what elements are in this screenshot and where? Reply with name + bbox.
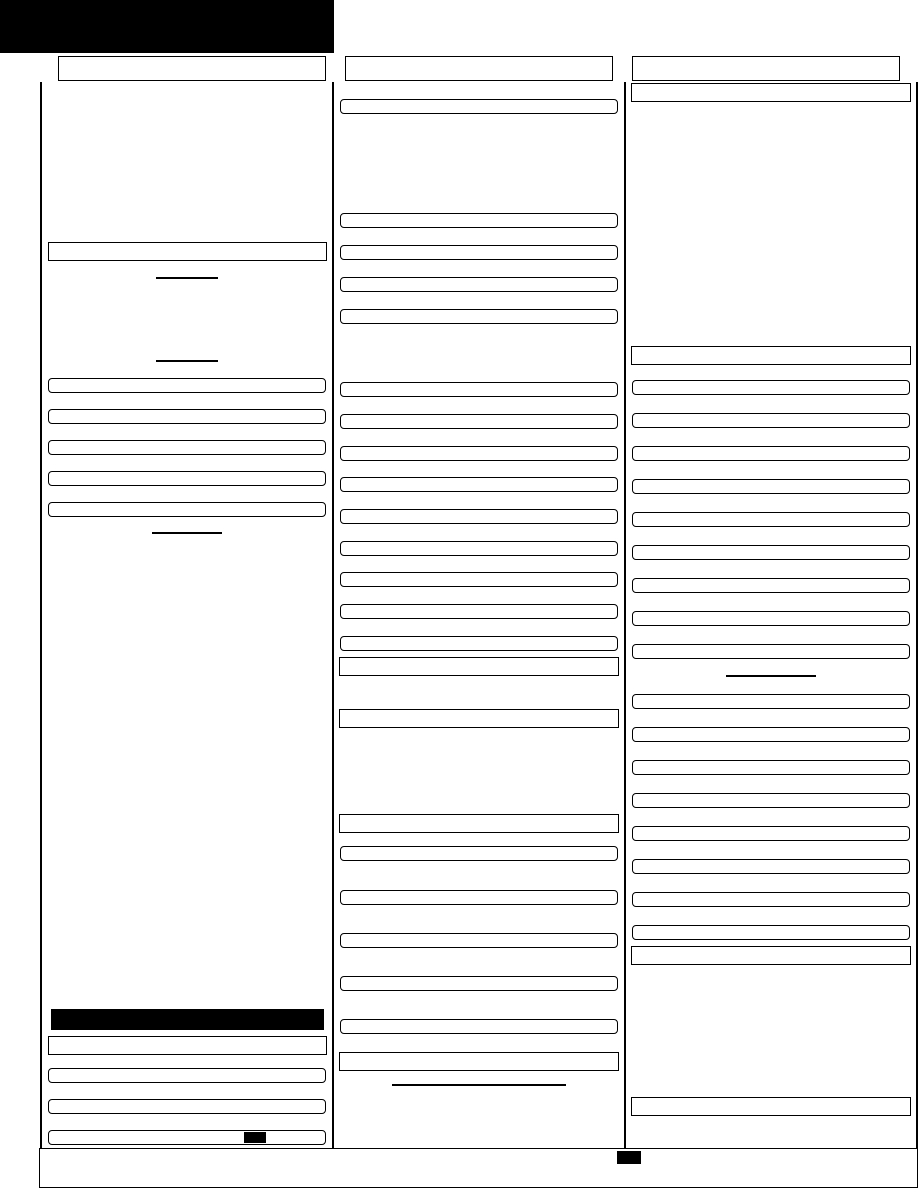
underline-rule: [156, 277, 218, 279]
form-field[interactable]: [340, 509, 618, 524]
form-field[interactable]: [632, 925, 910, 940]
underline-rule: [392, 1084, 566, 1086]
form-field[interactable]: [632, 611, 910, 626]
form-field[interactable]: [632, 512, 910, 527]
underline-rule: [152, 532, 222, 534]
form-field[interactable]: [632, 727, 910, 742]
form-field[interactable]: [48, 409, 326, 424]
underline-rule: [156, 360, 218, 362]
column-3-heading: [632, 56, 900, 81]
filled-box: [617, 1151, 641, 1164]
black-section-bar: [51, 1009, 324, 1030]
section-header: [631, 1097, 911, 1116]
form-field[interactable]: [632, 446, 910, 461]
section-header: [631, 346, 911, 365]
column-3-heading-label: [633, 56, 645, 71]
form-field[interactable]: [340, 890, 618, 905]
form-field[interactable]: [48, 502, 326, 517]
form-field[interactable]: [632, 760, 910, 775]
footer-box: [39, 1148, 918, 1188]
form-field[interactable]: [48, 1130, 326, 1145]
form-field[interactable]: [340, 933, 618, 948]
column-divider-1: [332, 82, 334, 1148]
footer-text: [40, 1148, 52, 1163]
section-header: [48, 242, 327, 261]
form-field[interactable]: [48, 471, 326, 486]
form-field[interactable]: [632, 380, 910, 395]
form-field[interactable]: [340, 309, 618, 324]
form-field[interactable]: [340, 1019, 618, 1034]
form-title-block: [0, 0, 334, 53]
form-field[interactable]: [340, 245, 618, 260]
form-field[interactable]: [340, 846, 618, 861]
form-field[interactable]: [340, 446, 618, 461]
form-field[interactable]: [632, 694, 910, 709]
form-field[interactable]: [340, 414, 618, 429]
form-field[interactable]: [340, 382, 618, 397]
form-field[interactable]: [340, 213, 618, 228]
column-2-heading-label: [346, 56, 358, 71]
section-header: [339, 709, 619, 728]
section-header: [631, 946, 911, 965]
column-divider-left: [40, 82, 42, 1148]
underline-rule: [726, 675, 816, 677]
form-field[interactable]: [48, 1099, 326, 1114]
column-divider-2: [624, 82, 626, 1148]
column-1-heading-label: [59, 56, 71, 71]
column-2-heading: [345, 56, 613, 81]
form-field[interactable]: [48, 440, 326, 455]
form-field[interactable]: [340, 976, 618, 991]
section-header: [339, 657, 619, 676]
form-field[interactable]: [340, 99, 618, 114]
form-field[interactable]: [48, 378, 326, 393]
form-field[interactable]: [340, 604, 618, 619]
form-field[interactable]: [632, 644, 910, 659]
form-field[interactable]: [632, 413, 910, 428]
filled-box: [244, 1132, 266, 1143]
section-header: [339, 814, 619, 833]
form-field[interactable]: [632, 892, 910, 907]
form-field[interactable]: [340, 541, 618, 556]
section-header: [631, 83, 911, 102]
section-header: [48, 1036, 327, 1055]
form-field[interactable]: [340, 477, 618, 492]
form-field[interactable]: [48, 1068, 326, 1083]
form-field[interactable]: [632, 479, 910, 494]
section-header: [339, 1052, 619, 1071]
form-field[interactable]: [632, 859, 910, 874]
form-field[interactable]: [632, 578, 910, 593]
form-field[interactable]: [340, 636, 618, 651]
form-field[interactable]: [632, 826, 910, 841]
form-field[interactable]: [632, 793, 910, 808]
column-1-heading: [58, 56, 326, 81]
form-field[interactable]: [340, 572, 618, 587]
form-field[interactable]: [340, 277, 618, 292]
form-field[interactable]: [632, 545, 910, 560]
